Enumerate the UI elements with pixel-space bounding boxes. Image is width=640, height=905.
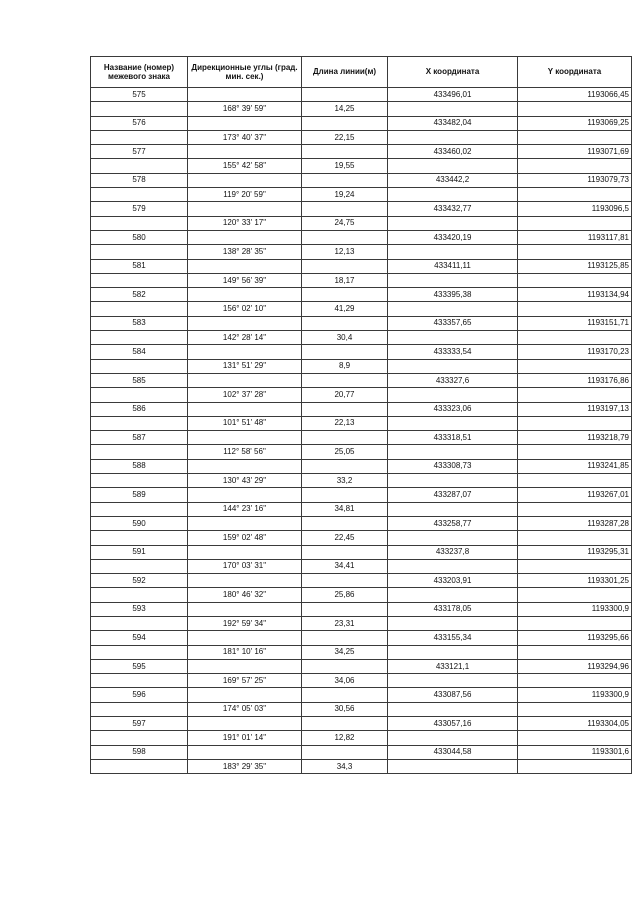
cell-y-coordinate [518,445,632,459]
cell-point-name: 592 [91,574,188,588]
cell-y-coordinate: 1193197,13 [518,402,632,416]
cell-direction-angle: 131° 51' 29" [188,359,302,373]
cell-line-length: 41,29 [302,302,388,316]
cell-point-name [91,273,188,287]
cell-y-coordinate: 1193304,05 [518,717,632,731]
cell-x-coordinate [388,588,518,602]
cell-x-coordinate: 433308,73 [388,459,518,473]
cell-line-length: 25,86 [302,588,388,602]
cell-x-coordinate [388,702,518,716]
table-row [91,145,632,159]
table-row [91,559,632,573]
cell-x-coordinate [388,616,518,630]
cell-y-coordinate [518,359,632,373]
cell-direction-angle [188,574,302,588]
cell-x-coordinate: 433460,02 [388,145,518,159]
cell-point-name [91,445,188,459]
cell-line-length [302,373,388,387]
cell-y-coordinate: 1193267,01 [518,488,632,502]
cell-y-coordinate [518,102,632,116]
table-row [91,345,632,359]
cell-x-coordinate [388,445,518,459]
table-row [91,459,632,473]
cell-x-coordinate: 433442,2 [388,173,518,187]
cell-point-name [91,531,188,545]
cell-direction-angle [188,659,302,673]
cell-direction-angle: 120° 33' 17" [188,216,302,230]
cell-point-name [91,616,188,630]
cell-y-coordinate: 1193300,9 [518,602,632,616]
cell-line-length: 34,41 [302,559,388,573]
table-row [91,88,632,102]
cell-direction-angle [188,116,302,130]
cell-point-name [91,502,188,516]
cell-y-coordinate: 1193301,25 [518,574,632,588]
cell-y-coordinate: 1193295,66 [518,631,632,645]
table-row [91,531,632,545]
cell-line-length: 20,77 [302,388,388,402]
cell-direction-angle: 112° 58' 56" [188,445,302,459]
cell-line-length [302,316,388,330]
table-row [91,688,632,702]
table-row [91,488,632,502]
cell-direction-angle [188,459,302,473]
table-body [91,88,632,774]
cell-direction-angle [188,688,302,702]
cell-direction-angle: 159° 02' 48" [188,531,302,545]
table-row [91,645,632,659]
table-row [91,159,632,173]
table-row [91,759,632,773]
cell-direction-angle: 142° 28' 14" [188,331,302,345]
cell-x-coordinate: 433087,56 [388,688,518,702]
table-row [91,445,632,459]
cell-y-coordinate: 1193218,79 [518,431,632,445]
cell-direction-angle [188,373,302,387]
cell-point-name [91,388,188,402]
cell-direction-angle [188,745,302,759]
cell-y-coordinate: 1193170,23 [518,345,632,359]
table-row [91,388,632,402]
cell-direction-angle [188,402,302,416]
table-row [91,516,632,530]
cell-line-length: 19,55 [302,159,388,173]
cell-point-name [91,130,188,144]
cell-x-coordinate: 433357,65 [388,316,518,330]
table-row [91,316,632,330]
cell-x-coordinate [388,759,518,773]
cell-point-name: 596 [91,688,188,702]
cell-x-coordinate: 433057,16 [388,717,518,731]
cell-x-coordinate: 433411,11 [388,259,518,273]
cell-point-name: 580 [91,230,188,244]
cell-point-name [91,731,188,745]
table-row [91,502,632,516]
cell-line-length [302,288,388,302]
table-row [91,373,632,387]
cell-direction-angle [188,145,302,159]
table-row [91,230,632,244]
table-row [91,431,632,445]
cell-line-length: 18,17 [302,273,388,287]
cell-y-coordinate [518,531,632,545]
cell-x-coordinate [388,559,518,573]
cell-point-name [91,702,188,716]
cell-direction-angle: 149° 56' 39" [188,273,302,287]
cell-y-coordinate [518,416,632,430]
cell-line-length [302,516,388,530]
cell-x-coordinate: 433237,8 [388,545,518,559]
cell-y-coordinate: 1193071,69 [518,145,632,159]
cell-point-name [91,416,188,430]
cell-y-coordinate [518,216,632,230]
cell-direction-angle: 170° 03' 31" [188,559,302,573]
cell-y-coordinate [518,302,632,316]
table-row [91,173,632,187]
cell-x-coordinate [388,474,518,488]
cell-direction-angle [188,230,302,244]
cell-line-length: 23,31 [302,616,388,630]
cell-line-length [302,459,388,473]
cell-point-name [91,245,188,259]
cell-direction-angle: 130° 43' 29" [188,474,302,488]
cell-x-coordinate [388,245,518,259]
cell-direction-angle: 180° 46' 32" [188,588,302,602]
table-row [91,216,632,230]
cell-direction-angle: 144° 23' 16" [188,502,302,516]
cell-x-coordinate: 433155,34 [388,631,518,645]
cell-point-name [91,559,188,573]
cell-x-coordinate: 433496,01 [388,88,518,102]
cell-line-length: 25,05 [302,445,388,459]
cell-line-length [302,345,388,359]
cell-y-coordinate: 1193125,85 [518,259,632,273]
cell-line-length: 12,13 [302,245,388,259]
cell-x-coordinate [388,130,518,144]
cell-point-name: 581 [91,259,188,273]
cell-point-name: 578 [91,173,188,187]
table-row [91,702,632,716]
cell-line-length: 33,2 [302,474,388,488]
cell-direction-angle: 169° 57' 25" [188,674,302,688]
cell-point-name: 587 [91,431,188,445]
table-row [91,545,632,559]
cell-point-name: 597 [91,717,188,731]
header-y: Y координата [518,57,632,88]
cell-point-name [91,359,188,373]
cell-x-coordinate: 433327,6 [388,373,518,387]
cell-line-length: 14,25 [302,102,388,116]
cell-point-name: 575 [91,88,188,102]
cell-y-coordinate [518,731,632,745]
table-row [91,731,632,745]
cell-y-coordinate: 1193295,31 [518,545,632,559]
table-row [91,116,632,130]
cell-y-coordinate [518,616,632,630]
cell-x-coordinate [388,416,518,430]
coordinates-table [90,56,632,774]
cell-y-coordinate [518,159,632,173]
cell-y-coordinate [518,130,632,144]
cell-x-coordinate [388,388,518,402]
cell-y-coordinate: 1193079,73 [518,173,632,187]
table-row [91,202,632,216]
cell-line-length: 22,15 [302,130,388,144]
cell-y-coordinate [518,273,632,287]
cell-direction-angle [188,173,302,187]
cell-x-coordinate [388,102,518,116]
cell-direction-angle: 183° 29' 35" [188,759,302,773]
cell-line-length [302,116,388,130]
cell-direction-angle: 156° 02' 10" [188,302,302,316]
cell-y-coordinate [518,759,632,773]
cell-y-coordinate: 1193176,86 [518,373,632,387]
cell-y-coordinate [518,702,632,716]
cell-y-coordinate [518,388,632,402]
cell-y-coordinate: 1193301,6 [518,745,632,759]
cell-direction-angle: 119° 20' 59" [188,188,302,202]
cell-x-coordinate: 433482,04 [388,116,518,130]
cell-y-coordinate [518,645,632,659]
cell-y-coordinate: 1193066,45 [518,88,632,102]
cell-point-name [91,159,188,173]
cell-direction-angle: 138° 28' 35" [188,245,302,259]
cell-x-coordinate [388,645,518,659]
cell-x-coordinate: 433287,07 [388,488,518,502]
cell-line-length [302,173,388,187]
cell-direction-angle [188,545,302,559]
cell-point-name: 589 [91,488,188,502]
cell-x-coordinate [388,273,518,287]
cell-line-length [302,488,388,502]
cell-direction-angle: 173° 40' 37" [188,130,302,144]
cell-line-length: 22,13 [302,416,388,430]
cell-x-coordinate: 433333,54 [388,345,518,359]
cell-point-name [91,188,188,202]
table-row [91,574,632,588]
cell-line-length [302,659,388,673]
cell-direction-angle [188,316,302,330]
cell-x-coordinate [388,674,518,688]
cell-x-coordinate: 433121,1 [388,659,518,673]
table-row [91,288,632,302]
cell-x-coordinate [388,331,518,345]
table-row [91,259,632,273]
cell-point-name [91,645,188,659]
cell-line-length: 34,25 [302,645,388,659]
table-row [91,130,632,144]
cell-direction-angle [188,488,302,502]
cell-x-coordinate [388,502,518,516]
cell-direction-angle [188,431,302,445]
cell-direction-angle: 192° 59' 34" [188,616,302,630]
cell-point-name [91,102,188,116]
table-row [91,616,632,630]
header-x: X координата [388,57,518,88]
cell-y-coordinate: 1193294,96 [518,659,632,673]
cell-line-length: 34,3 [302,759,388,773]
cell-line-length: 8,9 [302,359,388,373]
cell-line-length [302,745,388,759]
cell-point-name: 583 [91,316,188,330]
header-name: Название (номер) межевого знака [91,57,188,88]
cell-line-length [302,202,388,216]
cell-point-name [91,674,188,688]
cell-x-coordinate: 433420,19 [388,230,518,244]
cell-point-name [91,588,188,602]
header-length: Длина линии(м) [302,57,388,88]
cell-x-coordinate [388,188,518,202]
cell-point-name: 582 [91,288,188,302]
cell-point-name: 577 [91,145,188,159]
cell-x-coordinate: 433258,77 [388,516,518,530]
header-angle: Дирекционные углы (град. мин. сек.) [188,57,302,88]
cell-point-name: 576 [91,116,188,130]
cell-point-name [91,759,188,773]
cell-y-coordinate: 1193151,71 [518,316,632,330]
cell-direction-angle [188,88,302,102]
cell-point-name: 588 [91,459,188,473]
table-row [91,273,632,287]
cell-direction-angle: 191° 01' 14" [188,731,302,745]
cell-point-name [91,302,188,316]
cell-line-length: 30,4 [302,331,388,345]
cell-direction-angle: 155° 42' 58" [188,159,302,173]
table-row [91,602,632,616]
cell-line-length: 34,06 [302,674,388,688]
cell-x-coordinate: 433323,06 [388,402,518,416]
table-row [91,402,632,416]
table-row [91,245,632,259]
cell-point-name: 598 [91,745,188,759]
cell-direction-angle: 168° 39' 59" [188,102,302,116]
cell-y-coordinate: 1193096,5 [518,202,632,216]
table-row [91,188,632,202]
cell-y-coordinate: 1193069,25 [518,116,632,130]
cell-line-length [302,230,388,244]
cell-y-coordinate [518,588,632,602]
cell-y-coordinate [518,674,632,688]
cell-direction-angle [188,516,302,530]
cell-line-length [302,602,388,616]
cell-line-length [302,717,388,731]
cell-line-length [302,631,388,645]
table-row [91,331,632,345]
table-row [91,674,632,688]
table-row [91,102,632,116]
cell-point-name: 593 [91,602,188,616]
cell-y-coordinate: 1193134,94 [518,288,632,302]
cell-y-coordinate: 1193241,85 [518,459,632,473]
cell-x-coordinate: 433432,77 [388,202,518,216]
table-row [91,359,632,373]
cell-y-coordinate [518,245,632,259]
cell-line-length [302,88,388,102]
table-row [91,659,632,673]
cell-point-name: 590 [91,516,188,530]
cell-line-length [302,545,388,559]
table-row [91,474,632,488]
cell-point-name: 595 [91,659,188,673]
cell-line-length: 24,75 [302,216,388,230]
cell-y-coordinate [518,331,632,345]
cell-direction-angle [188,602,302,616]
cell-line-length [302,145,388,159]
cell-point-name: 594 [91,631,188,645]
table-header-row [91,57,632,88]
table-row [91,302,632,316]
cell-point-name: 586 [91,402,188,416]
cell-y-coordinate [518,559,632,573]
table-row [91,717,632,731]
cell-point-name: 584 [91,345,188,359]
cell-direction-angle [188,288,302,302]
cell-direction-angle [188,259,302,273]
table-row [91,631,632,645]
cell-direction-angle [188,717,302,731]
cell-x-coordinate [388,731,518,745]
cell-x-coordinate [388,359,518,373]
cell-line-length [302,259,388,273]
cell-direction-angle: 181° 10' 16" [188,645,302,659]
cell-x-coordinate [388,302,518,316]
cell-x-coordinate: 433178,05 [388,602,518,616]
cell-line-length: 12,82 [302,731,388,745]
cell-line-length [302,574,388,588]
table-row [91,745,632,759]
cell-point-name: 579 [91,202,188,216]
cell-direction-angle [188,631,302,645]
cell-x-coordinate: 433203,91 [388,574,518,588]
cell-line-length: 22,45 [302,531,388,545]
cell-line-length: 19,24 [302,188,388,202]
cell-x-coordinate [388,216,518,230]
cell-direction-angle: 174° 05' 03" [188,702,302,716]
cell-line-length [302,431,388,445]
cell-x-coordinate: 433044,58 [388,745,518,759]
table-row [91,416,632,430]
cell-y-coordinate: 1193287,28 [518,516,632,530]
cell-y-coordinate [518,474,632,488]
cell-y-coordinate [518,188,632,202]
cell-y-coordinate: 1193300,9 [518,688,632,702]
cell-y-coordinate [518,502,632,516]
cell-line-length [302,688,388,702]
cell-x-coordinate [388,531,518,545]
cell-x-coordinate [388,159,518,173]
cell-line-length: 34,81 [302,502,388,516]
cell-direction-angle [188,202,302,216]
cell-x-coordinate: 433395,38 [388,288,518,302]
cell-direction-angle: 101° 51' 48" [188,416,302,430]
cell-direction-angle: 102° 37' 28" [188,388,302,402]
cell-point-name [91,474,188,488]
cell-point-name: 591 [91,545,188,559]
cell-y-coordinate: 1193117,81 [518,230,632,244]
table-row [91,588,632,602]
cell-line-length [302,402,388,416]
cell-point-name [91,331,188,345]
cell-point-name: 585 [91,373,188,387]
cell-line-length: 30,56 [302,702,388,716]
cell-direction-angle [188,345,302,359]
cell-x-coordinate: 433318,51 [388,431,518,445]
cell-point-name [91,216,188,230]
